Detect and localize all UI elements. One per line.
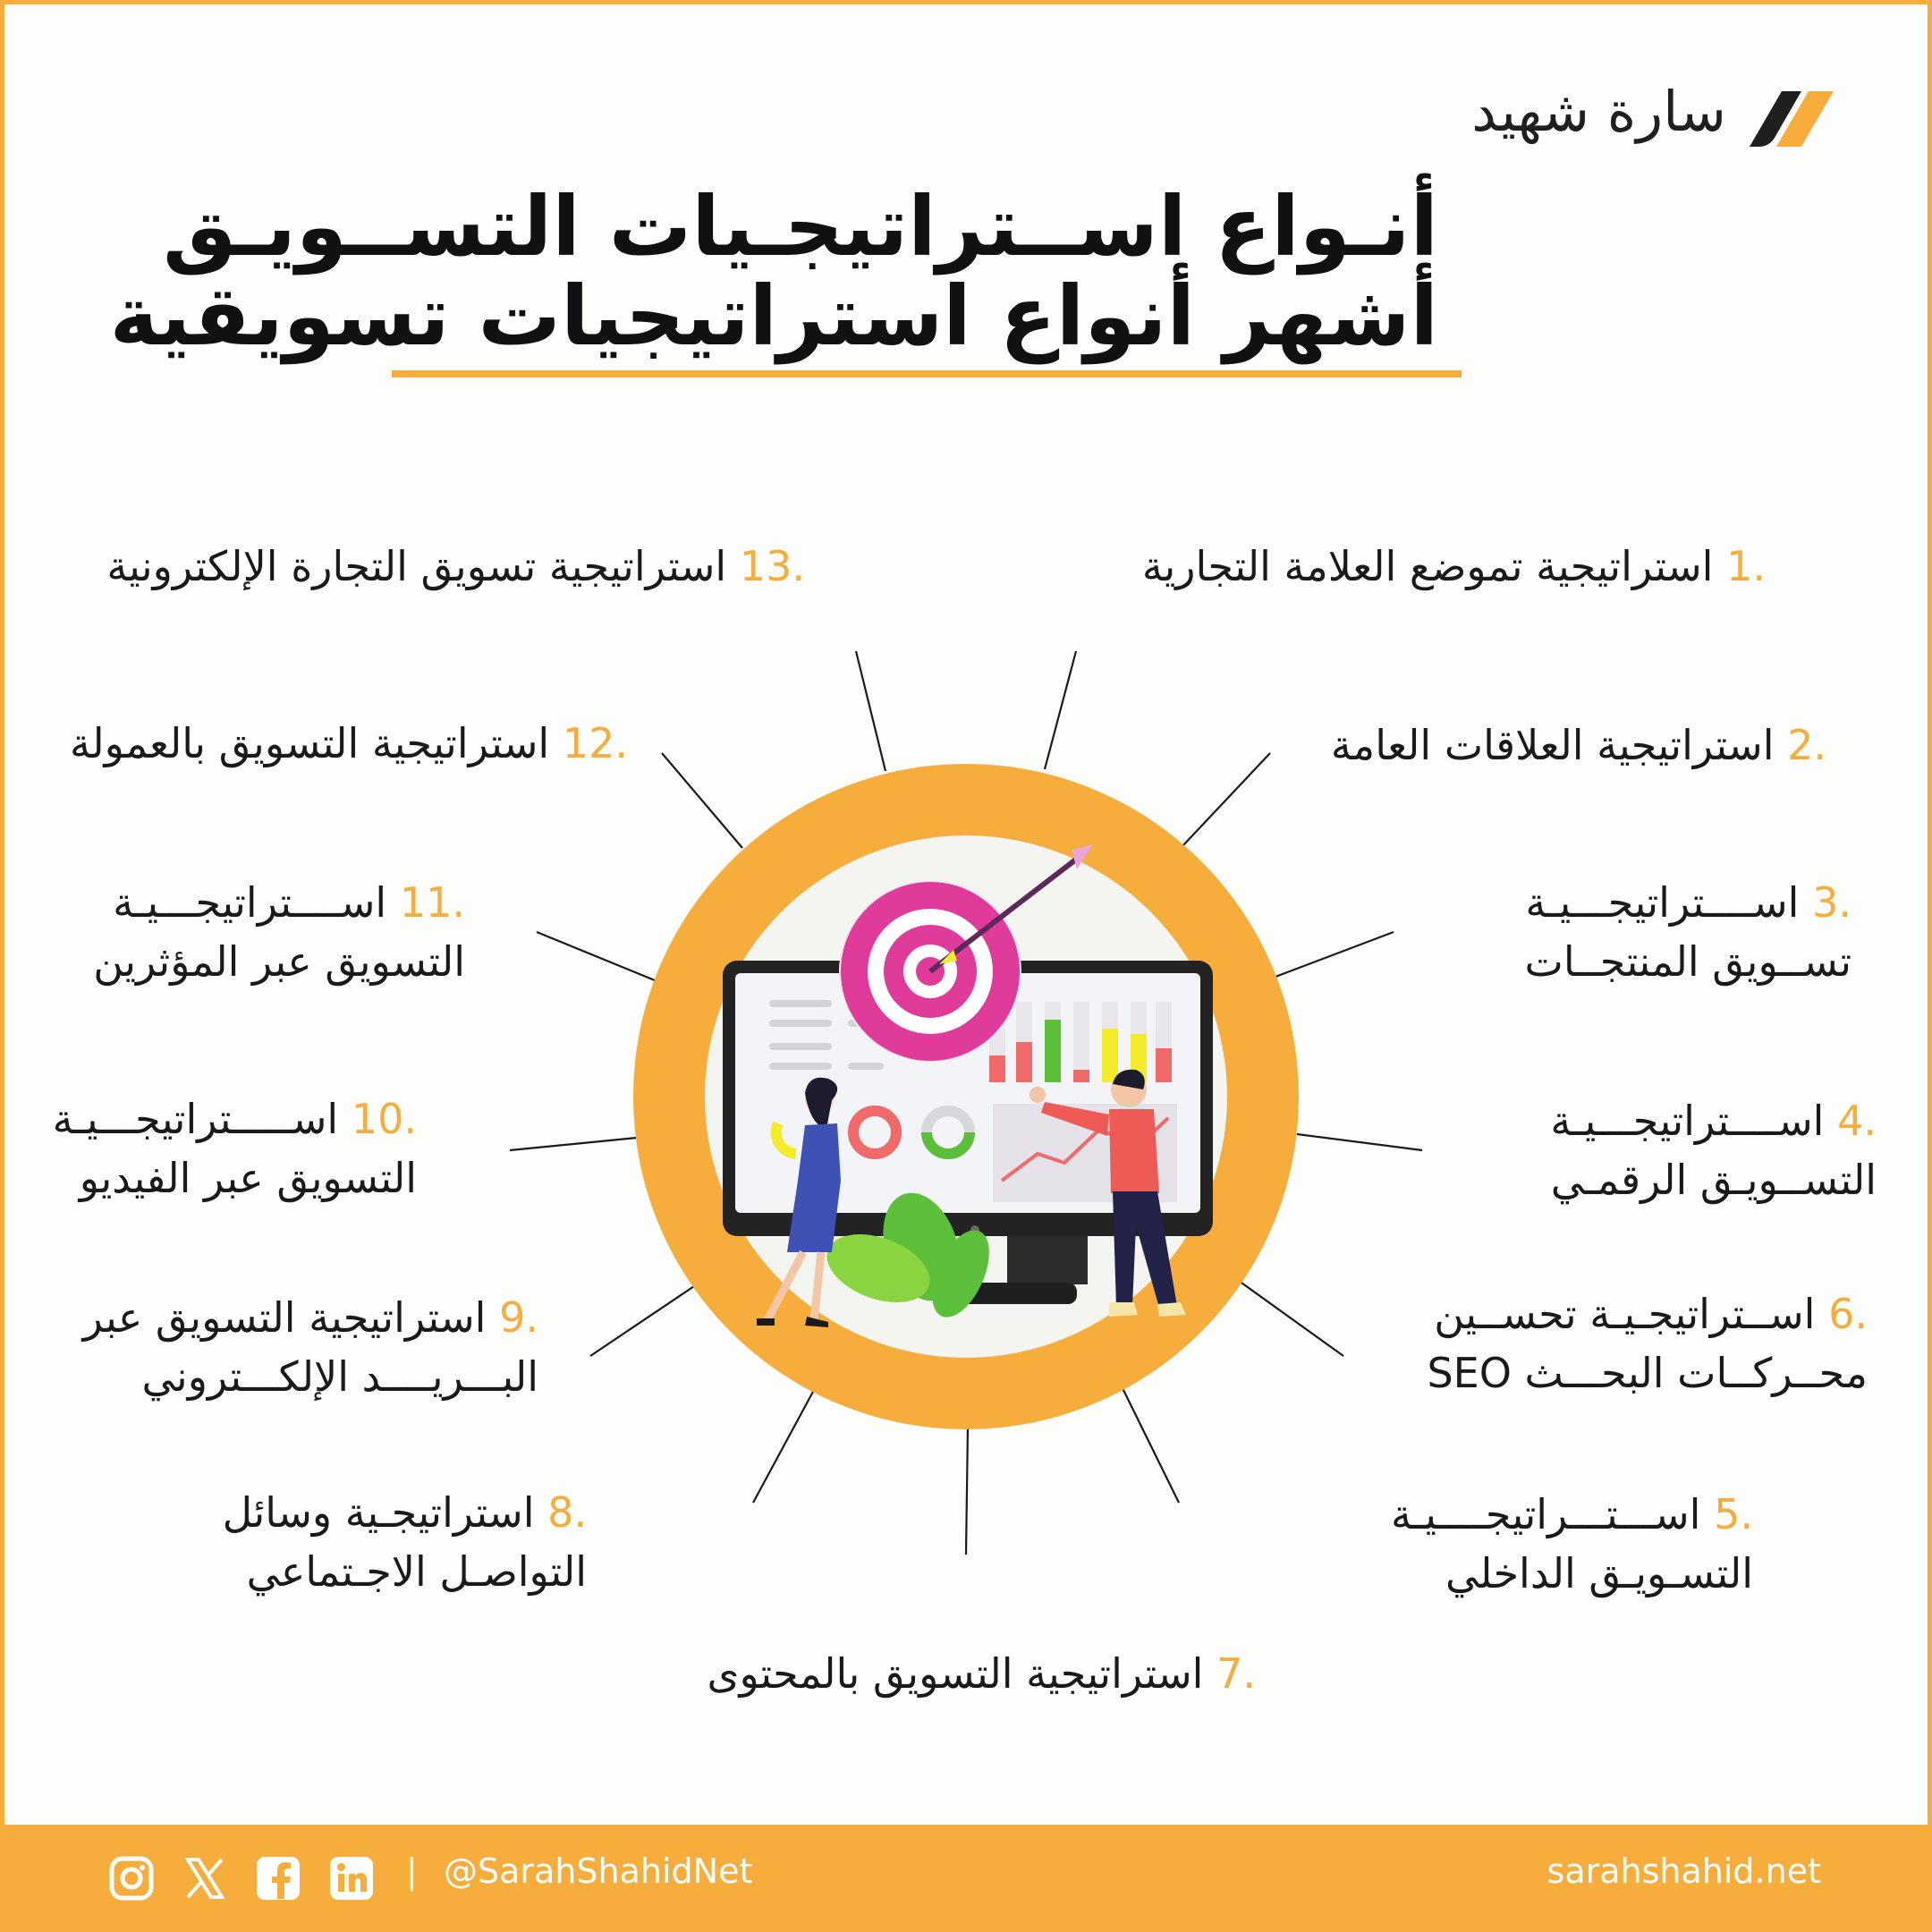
item-4 <box>1550 1091 1877 1209</box>
item-number: .7 <box>1216 1649 1256 1698</box>
item-2 <box>1331 716 1826 775</box>
title-line-2: أشهر أنواع استراتيجيات تسويقية <box>109 268 1438 364</box>
item-11 <box>93 873 465 991</box>
item-label-line-2: التسويق عبر الفيديو <box>79 1154 417 1202</box>
footer-separator: | <box>406 1852 418 1891</box>
website-link[interactable]: sarahshahid.net <box>1546 1852 1821 1891</box>
item-label-line-2: التســويـق الرقمـي <box>1550 1156 1877 1204</box>
item-7 <box>708 1644 1256 1703</box>
item-label-line-2: التواصـل الاجـتماعي <box>246 1547 587 1596</box>
item-10 <box>53 1089 417 1208</box>
item-number: .8 <box>547 1488 587 1537</box>
item-number: .9 <box>499 1293 538 1342</box>
item-label-line-1: اســـــتراتيجـــيـة <box>52 1095 339 1143</box>
item-label-line-2: التسويق عبر المؤثرين <box>93 937 465 986</box>
item-8 <box>223 1483 587 1601</box>
title-line-1: أنـواع اســتراتيجـيات التســويـق <box>163 179 1438 275</box>
x-icon[interactable] <box>182 1856 227 1901</box>
brand-name: سارة شهيد <box>1471 79 1726 144</box>
item-label: استراتيجية التسويق بالعمولة <box>69 719 550 767</box>
facebook-icon[interactable] <box>256 1856 301 1901</box>
item-label-line-1: اســـتـــراتيجــــيـة <box>1390 1490 1701 1538</box>
item-label-line-1: اســــتراتيجـــيـة <box>1550 1097 1825 1145</box>
item-label-line-2: تســويق المنتجــات <box>1524 937 1852 986</box>
item-label-line-1: اســــتراتيجـــيـة <box>1525 878 1800 927</box>
item-number: .5 <box>1714 1490 1753 1538</box>
item-label-line-2: التسـويـق الداخلي <box>1445 1549 1753 1597</box>
item-number: .13 <box>739 542 805 590</box>
item-9 <box>83 1288 538 1406</box>
linkedin-icon[interactable] <box>329 1856 374 1901</box>
item-label-line-1: اســــتراتيجـــيـة <box>113 878 387 927</box>
item-label: استراتيجية تسويق التجارة الإلكترونية <box>106 542 727 590</box>
item-number: .6 <box>1828 1290 1868 1338</box>
item-12 <box>70 714 628 773</box>
item-number: .1 <box>1726 542 1766 590</box>
item-label-line-1: استراتيجـية وسائل <box>222 1488 535 1537</box>
item-number: .11 <box>399 878 465 927</box>
item-number: .3 <box>1812 878 1852 927</box>
instagram-icon[interactable] <box>109 1856 154 1901</box>
item-label: استراتيجية التسويق بالمحتوى <box>707 1649 1204 1698</box>
item-label-line-1: اســتراتيجـيـة تحســين <box>1434 1290 1816 1338</box>
item-1 <box>1142 537 1766 596</box>
item-number: .2 <box>1787 721 1826 769</box>
item-label: استراتيجية تموضع العلامة التجارية <box>1141 542 1714 590</box>
item-label-line-1: استراتيجية التسويق عبر <box>82 1293 487 1342</box>
item-6 <box>1427 1284 1868 1402</box>
social-handle[interactable]: @SarahShahidNet <box>444 1852 753 1891</box>
item-label: استراتيجية العلاقات العامة <box>1330 721 1775 769</box>
item-number: .10 <box>351 1095 417 1143</box>
item-3 <box>1525 873 1852 991</box>
item-label-line-2: محــركــات البحـــث SEO <box>1427 1349 1868 1397</box>
bar-chart-graphic <box>989 1002 1172 1082</box>
item-number: .12 <box>562 719 628 767</box>
item-5 <box>1391 1485 1753 1603</box>
item-number: .4 <box>1837 1097 1877 1145</box>
item-13 <box>106 537 805 596</box>
item-label-line-2: البـــريــــد الإلكـــتروني <box>141 1352 538 1401</box>
